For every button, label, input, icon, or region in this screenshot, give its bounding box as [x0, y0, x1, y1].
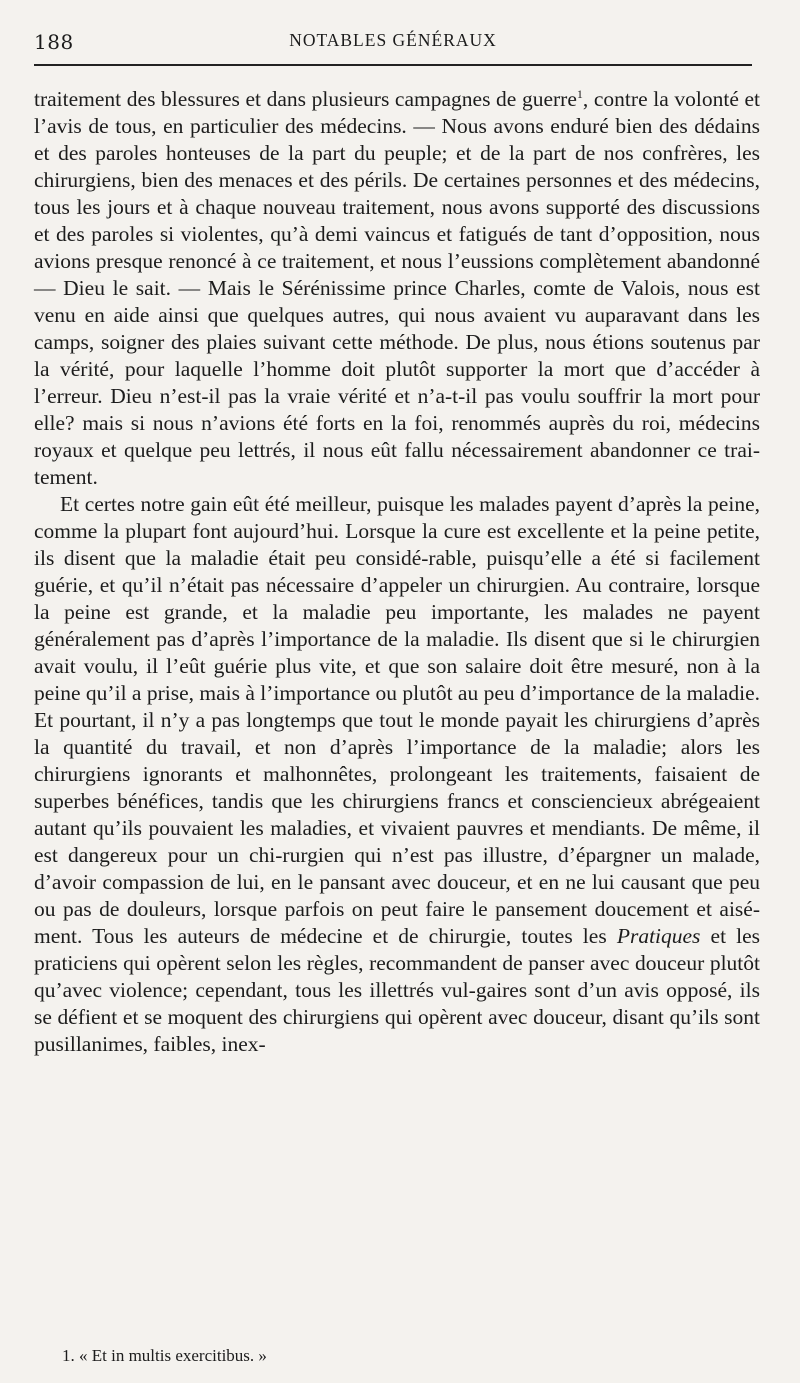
header-rule	[34, 64, 752, 66]
paragraph-2-rest: et les praticiens qui opèrent selon les règles, recommandent de panser avec douceur plutôt qu’avec violence; cependant, tous les illettrés vul-gaires sont d’un avis opposé, ils se défient et se moquent des chirurgiens qui opèrent avec douceur, disant qu’ils sont pusillanimes, faibles, inex-	[34, 924, 761, 1056]
paragraph-2-start: Et certes notre gain eût été meilleur, puisque les malades payent d’après la peine, comme la plupart font aujourd’hui. Lorsque la cure est excellente et la peine petite, ils disent que la maladie était peu considé-rable, puisqu’elle a été si facilement guérie, et qu’il n’était pas nécessaire d’appeler un chirurgien. Au contraire, lorsque la peine est grande, et la maladie peu importante, les malades ne payent généralement pas d’après l’importance de la maladie. Ils disent que si le chirurgien avait voulu, il l’eût guérie plus vite, et que son salaire doit être mesuré, non à la peine qu’il a prise, mais à l’importance ou plutôt au peu d’importance de la maladie. Et pourtant, il n’y a pas longtemps que tout le monde payait les chirurgiens d’après la quantité du travail, et non d’après l’importance de la maladie; alors les chirurgiens ignorants et malhonnêtes, prolongeant les traitements, faisaient de superbes bénéfices, tandis que les chirurgiens francs et consciencieux abrégeaient autant qu’ils pouvaient les maladies, et vivaient pauvres et mendiants. De même, il est dangereux pour un chi-rurgien qui n’est pas illustre, d’épargner un malade, d’avoir compassion de lui, en le pansant avec douceur, et en ne lui causant que peu ou pas de douleurs, lorsque parfois on peut faire le pansement doucement et aisé-ment. Tous les auteurs de médecine et de chirurgie, toutes les	[34, 492, 760, 948]
paragraph-1-start: traitement des blessures et dans plusieurs campagnes de guerre	[34, 87, 577, 111]
footnote-reference: 1	[576, 86, 583, 101]
page-number: 188	[34, 30, 74, 54]
body-text	[34, 86, 760, 1058]
paragraph-2-italic: Pratiques	[616, 924, 701, 948]
footnote: 1. « Et in multis exercitibus. »	[62, 1346, 267, 1365]
paragraph-1	[34, 86, 760, 491]
page-header	[34, 24, 752, 54]
paragraph-2	[34, 491, 760, 1058]
running-title: NOTABLES GÉNÉRAUX	[289, 30, 497, 50]
paragraph-1-rest: , contre la volonté et l’avis de tous, en particulier des médecins. — Nous avons enduré bien des dédains et des paroles honteuses de la part du peuple; et de la part de nos confrères, les chirurgiens, bien des menaces et des périls. De certaines personnes et des médecins, tous les jours et à chaque nouveau traitement, nous avons supporté des discussions et des paroles si violentes, qu’à demi vaincus et fatigués de tant d’opposition, nous avions presque renoncé à ce traitement, et nous l’eussions complètement abandonné — Dieu le sait. — Mais le Sérénissime prince Charles, comte de Valois, nous est venu en aide ainsi que quelques autres, qui nous avaient vu auparavant dans les camps, soigner des plaies suivant cette méthode. De plus, nous étions soutenus par la vérité, pour laquelle l’homme doit plutôt supporter la mort que d’accéder à l’erreur. Dieu n’est-il pas la vraie vérité et n’a-t-il pas voulu souffrir la mort pour elle? mais si nous n’avions été forts en la foi, renommés auprès du roi, médecins royaux et quelque peu lettrés, il nous eût fallu nécessairement abandonner ce trai-tement.	[34, 87, 760, 489]
